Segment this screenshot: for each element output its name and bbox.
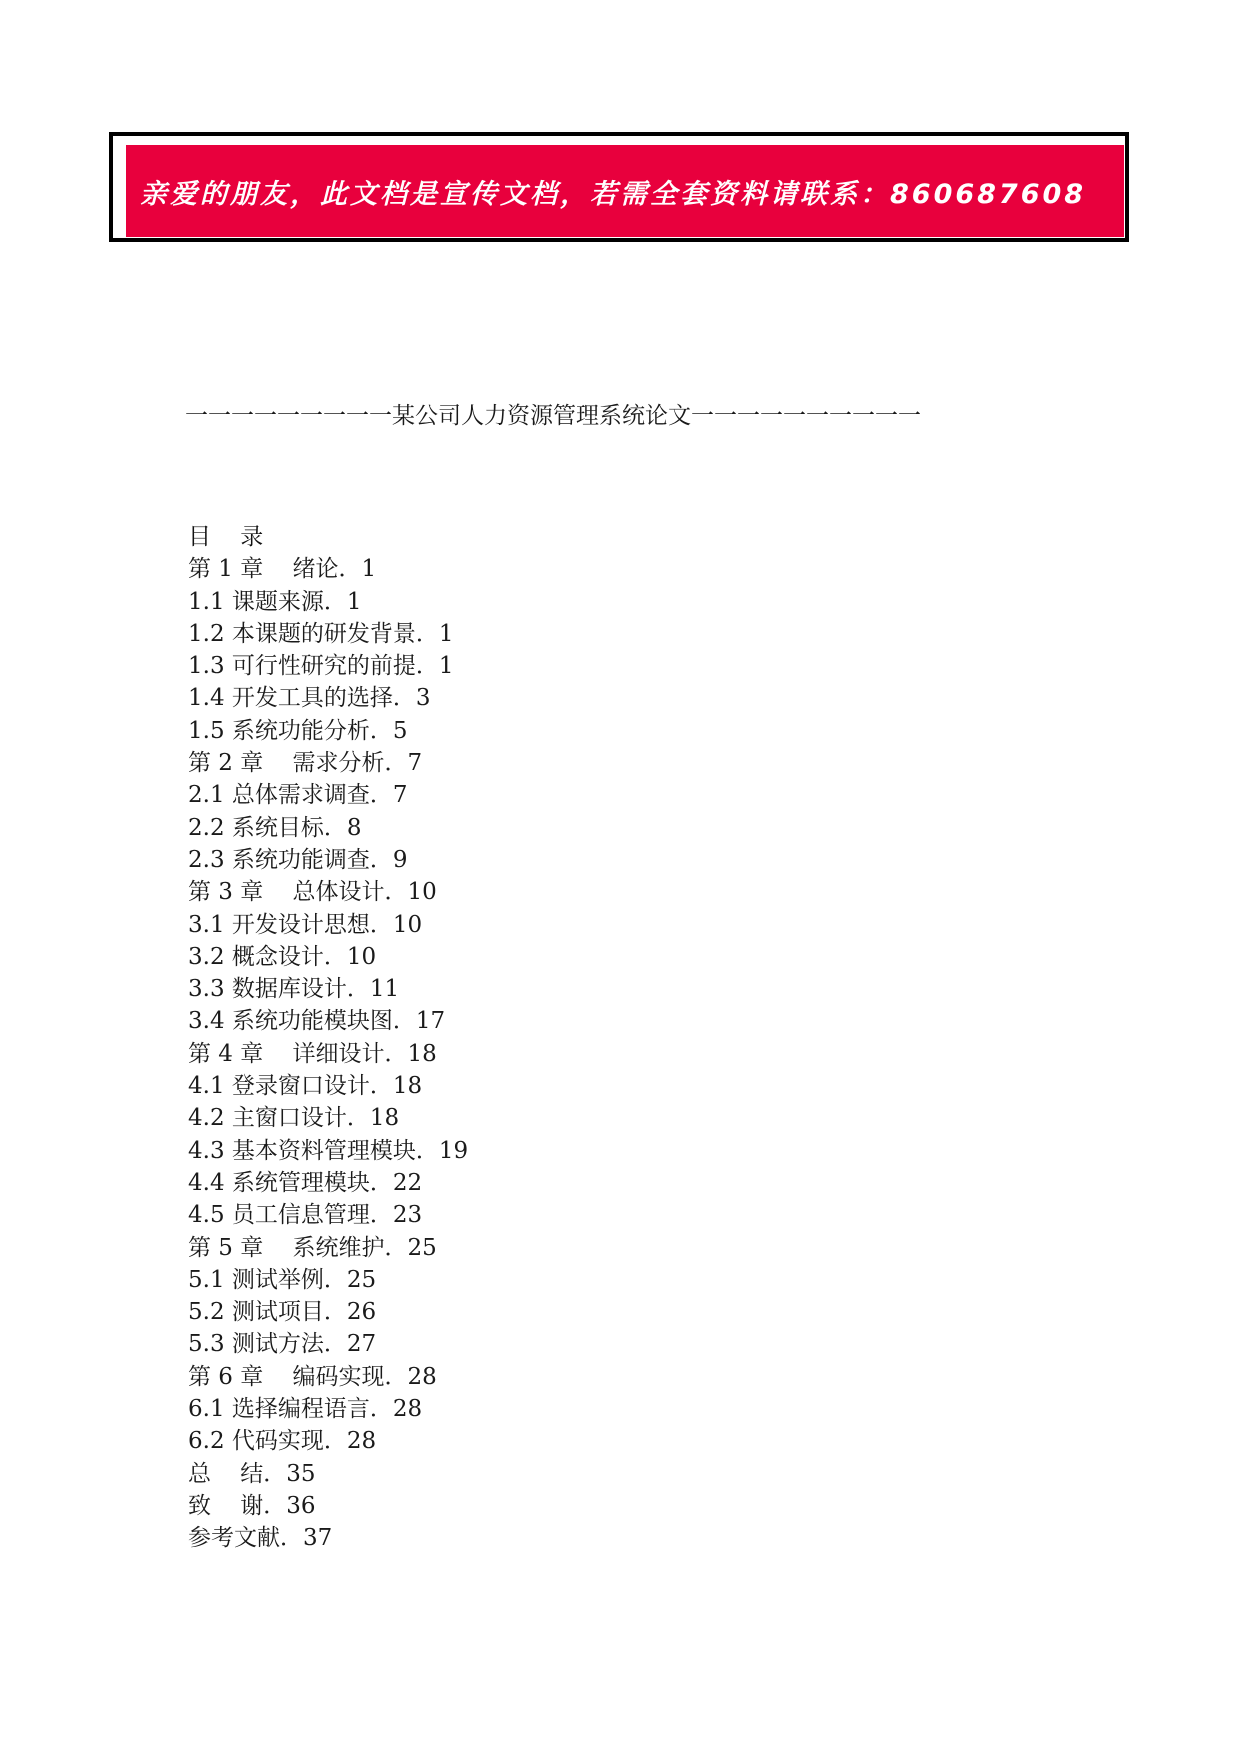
toc-entry: 3.4 系统功能模块图．17 [188, 1008, 446, 1035]
toc-entry: 1.1 课题来源．1 [188, 588, 362, 615]
toc-entry: 1.3 可行性研究的前提．1 [188, 653, 454, 680]
toc-entry: 第 3 章 总体设计．10 [188, 879, 437, 906]
toc-entry: 4.5 员工信息管理．23 [188, 1202, 423, 1229]
toc-entry: 5.1 测试举例．25 [188, 1266, 377, 1293]
toc-entry: 2.1 总体需求调查．7 [188, 782, 408, 809]
document-title: 一一一一一一一一一某公司人力资源管理系统论文一一一一一一一一一一 [185, 403, 921, 429]
toc-entry: 4.3 基本资料管理模块．19 [188, 1137, 469, 1164]
toc-entry: 4.4 系统管理模块．22 [188, 1169, 423, 1196]
toc-entry: 第 2 章 需求分析．7 [188, 750, 423, 777]
promo-banner [126, 145, 1124, 237]
toc-entry: 1.2 本课题的研发背景．1 [188, 620, 454, 647]
toc-entry: 致 谢．36 [188, 1492, 316, 1519]
toc-entry: 1.5 系统功能分析．5 [188, 717, 408, 744]
toc-entry: 1.4 开发工具的选择．3 [188, 685, 431, 712]
toc-entry: 第 1 章 绪论．1 [188, 556, 377, 583]
toc-entry: 3.2 概念设计．10 [188, 943, 377, 970]
toc-entry: 第 5 章 系统维护．25 [188, 1234, 437, 1261]
toc-entry: 4.2 主窗口设计．18 [188, 1105, 400, 1132]
toc-entry: 总 结．35 [188, 1460, 316, 1487]
toc-entry: 5.2 测试项目．26 [188, 1299, 377, 1326]
toc-entry: 2.2 系统目标．8 [188, 814, 362, 841]
promo-banner-text: 亲爱的朋友，此文档是宣传文档，若需全套资料请联系：860687608 [140, 178, 1087, 210]
toc-entry: 第 6 章 编码实现．28 [188, 1363, 437, 1390]
toc-heading: 目 录 [188, 524, 264, 550]
toc-list [188, 553, 888, 1554]
toc-entry: 3.1 开发设计思想．10 [188, 911, 423, 938]
toc-entry: 第 4 章 详细设计．18 [188, 1040, 437, 1067]
toc-entry: 参考文献．37 [188, 1525, 333, 1552]
toc-entry: 6.1 选择编程语言．28 [188, 1396, 423, 1423]
table-of-contents [188, 521, 888, 1555]
toc-entry: 6.2 代码实现．28 [188, 1428, 377, 1455]
toc-entry: 3.3 数据库设计．11 [188, 976, 400, 1003]
toc-entry: 2.3 系统功能调查．9 [188, 846, 408, 873]
toc-entry: 5.3 测试方法．27 [188, 1331, 377, 1358]
toc-entry: 4.1 登录窗口设计．18 [188, 1073, 423, 1100]
